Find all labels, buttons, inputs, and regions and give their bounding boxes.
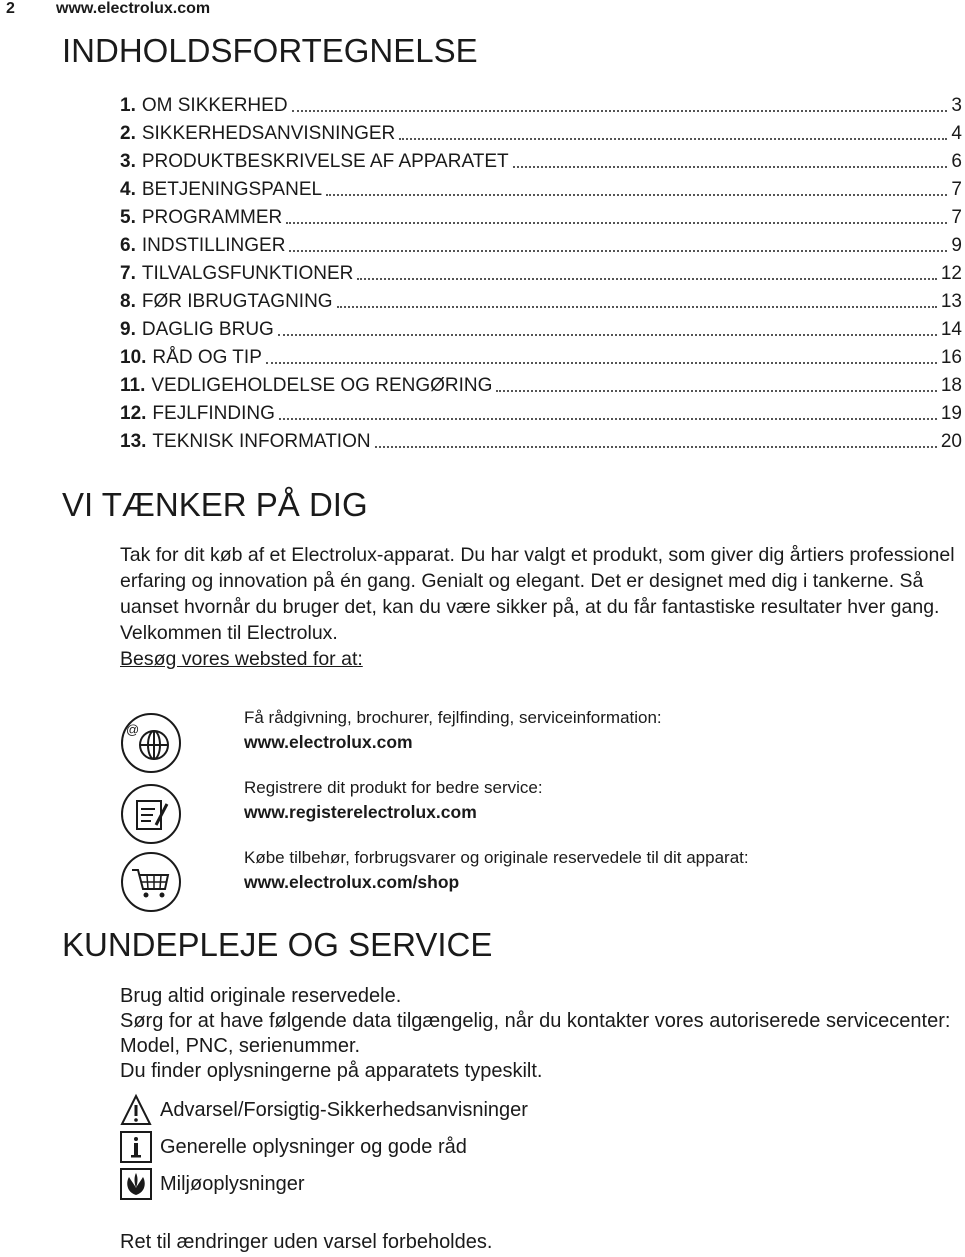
toc-entry[interactable] [120, 120, 962, 148]
toc-entry-page: 18 [940, 375, 962, 396]
legend-warning-label: Advarsel/Forsigtig-Sikkerhedsanvisninger [160, 1098, 528, 1121]
toc-leader-dots [326, 194, 947, 196]
toc-leader-dots [496, 390, 936, 392]
care-line-rating-plate: Du finder oplysningerne på apparatets typeskilt. [120, 1060, 543, 1082]
care-line-contact: Sørg for at have følgende data tilgængelig, når du kontakter vores autoriserede servicecenter: Model, PNC, serienummer. [120, 1010, 951, 1057]
toc-entry[interactable] [120, 400, 962, 428]
toc-entry[interactable] [120, 176, 962, 204]
page-number: 2 [6, 0, 15, 17]
toc-entry-number: 4. [120, 179, 136, 200]
service-item-advice [244, 705, 662, 755]
visit-label: Besøg vores websted for at: [120, 648, 363, 670]
warning-icon [120, 1094, 152, 1126]
service-register-link[interactable]: www.registerelectrolux.com [244, 802, 477, 822]
toc-leader-dots [286, 222, 947, 224]
toc-entry-page: 13 [940, 291, 962, 312]
header-site-url: www.electrolux.com [56, 0, 211, 17]
toc-entry-number: 8. [120, 291, 136, 312]
toc-entry-title: TEKNISK INFORMATION [152, 431, 371, 452]
toc-entry-title: RÅD OG TIP [152, 347, 262, 368]
service-item-shop [244, 845, 749, 895]
toc-leader-dots [513, 166, 948, 168]
toc-entry[interactable] [120, 288, 962, 316]
toc-entry[interactable] [120, 204, 962, 232]
service-shop-text: Købe tilbehør, forbrugsvarer og originale reservedele til dit apparat: [244, 848, 749, 867]
toc-entry[interactable] [120, 428, 962, 456]
environment-icon [120, 1168, 152, 1200]
toc-entry[interactable] [120, 260, 962, 288]
toc-entry-title: PROGRAMMER [141, 207, 283, 228]
disclaimer: Ret til ændringer uden varsel forbeholdes. [120, 1231, 493, 1253]
service-shop-link[interactable]: www.electrolux.com/shop [244, 872, 460, 892]
toc-entry-page: 12 [940, 263, 962, 284]
toc-entry-page: 6 [951, 151, 962, 172]
toc-leader-dots [375, 446, 937, 448]
toc-entry-number: 11. [120, 375, 146, 396]
toc-entry-page: 20 [940, 431, 962, 452]
toc-entry-title: INDSTILLINGER [141, 235, 286, 256]
toc-entry[interactable] [120, 316, 962, 344]
toc-leader-dots [289, 250, 947, 252]
toc-entry[interactable] [120, 344, 962, 372]
toc-entry-page: 7 [951, 179, 962, 200]
toc-entry[interactable] [120, 372, 962, 400]
service-register-text: Registrere dit produkt for bedre service: [244, 778, 543, 797]
toc-entry-number: 10. [120, 347, 147, 368]
welcome-text: Velkommen til Electrolux. [120, 622, 338, 644]
toc-entry-title: PRODUKTBESKRIVELSE AF APPARATET [141, 151, 509, 172]
info-icon [120, 1131, 152, 1163]
toc-entry-number: 12. [120, 403, 147, 424]
toc-entry-number: 1. [120, 95, 136, 116]
toc-leader-dots [279, 418, 937, 420]
toc-leader-dots [399, 138, 947, 140]
toc-leader-dots [266, 362, 937, 364]
toc-entry-title: FØR IBRUGTAGNING [141, 291, 333, 312]
toc-entry-page: 3 [951, 95, 962, 116]
globe-icon [120, 712, 182, 774]
toc-entry-number: 9. [120, 319, 136, 340]
toc-entry-number: 13. [120, 431, 147, 452]
about-title: VI TÆNKER PÅ DIG [62, 486, 368, 523]
toc-entry-title: DAGLIG BRUG [141, 319, 274, 340]
shopping-cart-icon [120, 851, 182, 913]
toc-entry-title: VEDLIGEHOLDELSE OG RENGØRING [151, 375, 493, 396]
toc-entry-title: FEJLFINDING [152, 403, 275, 424]
toc-entry-page: 16 [940, 347, 962, 368]
legend-environment-label: Miljøoplysninger [160, 1172, 305, 1195]
toc-entry-title: TILVALGSFUNKTIONER [141, 263, 354, 284]
legend-warning [120, 1094, 528, 1126]
toc-entry-page: 19 [940, 403, 962, 424]
about-section [120, 542, 965, 672]
table-of-contents [120, 92, 962, 456]
toc-entry-number: 6. [120, 235, 136, 256]
svg-text:@: @ [126, 722, 140, 737]
toc-leader-dots [337, 306, 937, 308]
legend-info-label: Generelle oplysninger og gode råd [160, 1135, 467, 1158]
service-advice-text: Få rådgivning, brochurer, fejlfinding, serviceinformation: [244, 708, 662, 727]
toc-title: INDHOLDSFORTEGNELSE [62, 32, 478, 69]
service-item-register [244, 775, 543, 825]
toc-leader-dots [357, 278, 937, 280]
toc-entry[interactable] [120, 232, 962, 260]
customer-care-title: KUNDEPLEJE OG SERVICE [62, 926, 493, 963]
toc-entry-title: OM SIKKERHED [141, 95, 288, 116]
about-paragraph: Tak for dit køb af et Electrolux-apparat. Du har valgt et produkt, som giver dig årtiers professionel erfaring og innovation på én gang. Genialt og elegant. Det er designet med dig i tankerne. Så uanset hvornår du bruger det, kan du være sikker på, at du får fantastiske resultater hver gang. [120, 544, 955, 618]
toc-entry[interactable] [120, 148, 962, 176]
toc-entry-title: BETJENINGSPANEL [141, 179, 323, 200]
toc-entry-page: 9 [951, 235, 962, 256]
toc-leader-dots [292, 110, 948, 112]
toc-entry-number: 2. [120, 123, 136, 144]
toc-entry-number: 3. [120, 151, 136, 172]
customer-care-section [120, 984, 965, 1084]
page-header [0, 0, 960, 20]
toc-entry-page: 4 [951, 123, 962, 144]
toc-entry-number: 7. [120, 263, 136, 284]
legend-info [120, 1131, 467, 1163]
toc-entry-page: 7 [951, 207, 962, 228]
registration-form-icon [120, 783, 182, 845]
care-line-spare-parts: Brug altid originale reservedele. [120, 985, 402, 1007]
legend-environment [120, 1168, 305, 1200]
toc-entry-number: 5. [120, 207, 136, 228]
toc-entry-title: SIKKERHEDSANVISNINGER [141, 123, 396, 144]
service-advice-link[interactable]: www.electrolux.com [244, 732, 413, 752]
toc-entry-page: 14 [940, 319, 962, 340]
toc-entry[interactable] [120, 92, 962, 120]
toc-leader-dots [278, 334, 937, 336]
